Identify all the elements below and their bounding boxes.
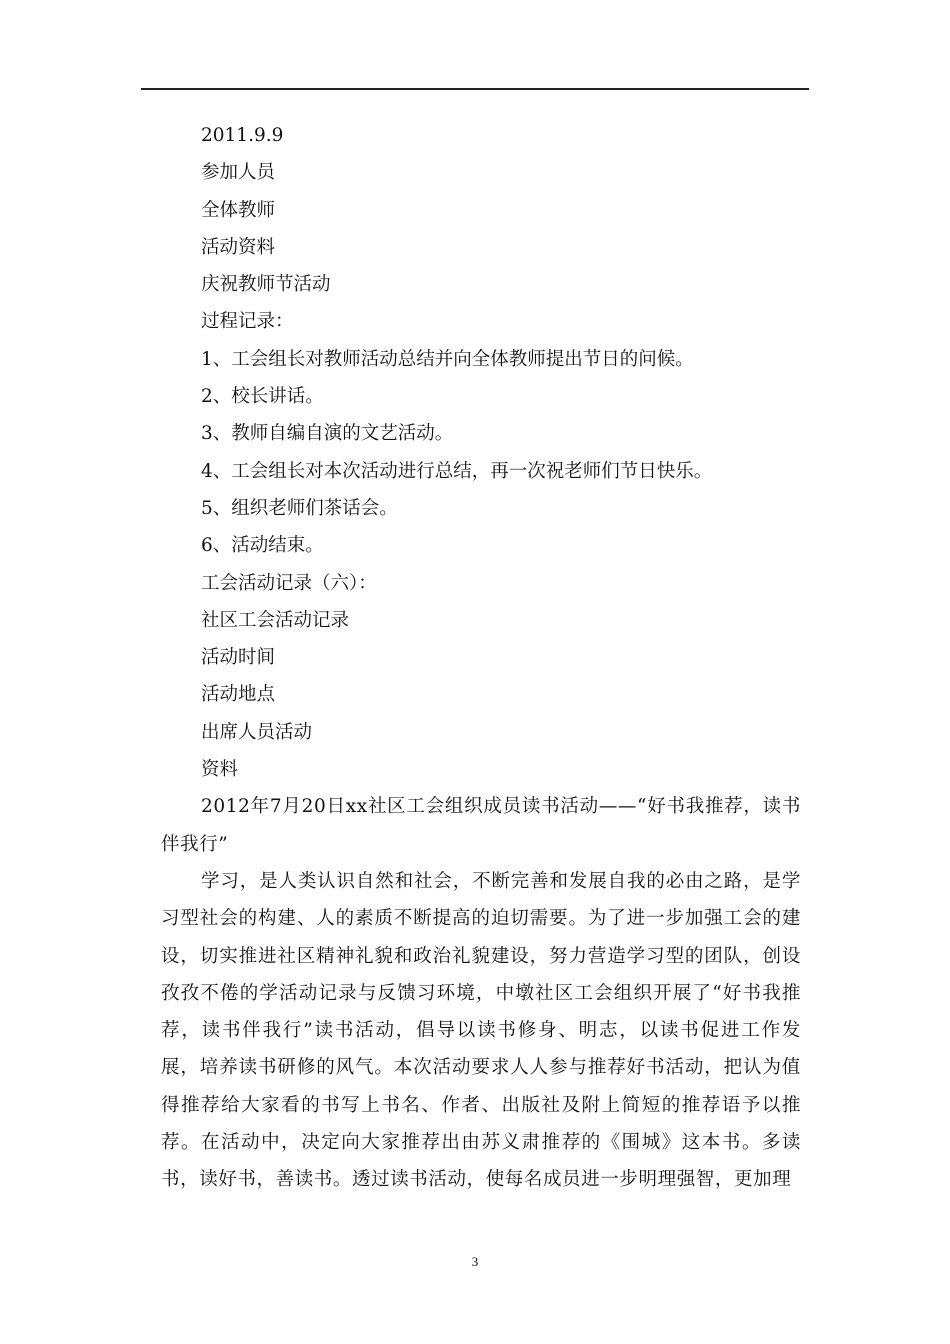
text-line: 5、组织老师们茶话会。 bbox=[201, 497, 398, 519]
page-body bbox=[161, 117, 801, 1199]
text-line: 庆祝教师节活动 bbox=[201, 274, 331, 296]
section-heading: 工会活动记录（六）： bbox=[201, 572, 377, 594]
text-line: 参加人员 bbox=[201, 162, 276, 184]
text-line: 1、工会组长对教师活动总结并向全体教师提出节日的问候。 bbox=[201, 348, 694, 370]
text-line: 活动地点 bbox=[201, 684, 276, 706]
text-line: 出席人员活动 bbox=[201, 721, 313, 743]
header-rule bbox=[141, 88, 809, 90]
text-line: 2、校长讲话。 bbox=[201, 386, 324, 408]
text-line: 资料 bbox=[201, 759, 239, 781]
paragraph-body: 学习，是人类认识自然和社会，不断完善和发展自我的必由之路，是学习型社会的构建、人的素质不断提高的迫切需要。为了进一步加强工会的建设，切实推进社区精神礼貌和政治礼貌建设，努力营造学习型的团队，创设孜孜不倦的学活动记录与反馈习环境，中墩社区工会组织开展了“好书我推荐，读书伴我行”读书活动，倡导以读书修身、明志，以读书促进工作发展，培养读书研修的风气。本次活动要求人人参与推荐好书活动，把认为值得推荐给大家看的书写上书名、作者、出版社及附上简短的推荐语予以推荐。在活动中，决定向大家推荐出由苏义肃推荐的《围城》这本书。多读书，读好书，善读书。透过读书活动，使每名成员进一步明理强智，更加理 bbox=[161, 870, 801, 1191]
text-line: 2011.9.9 bbox=[201, 125, 284, 146]
text-line: 3、教师自编自演的文艺活动。 bbox=[201, 423, 454, 445]
page-number: 3 bbox=[471, 1254, 479, 1269]
paragraph-activity-title: 2012年7月20日xx社区工会组织成员读书活动——“好书我推荐，读书伴我行” bbox=[161, 796, 801, 855]
text-line: 活动时间 bbox=[201, 647, 276, 669]
text-line: 全体教师 bbox=[201, 199, 276, 221]
text-line: 过程记录： bbox=[201, 311, 294, 333]
text-line: 社区工会活动记录 bbox=[201, 609, 350, 631]
text-line: 活动资料 bbox=[201, 236, 276, 258]
text-line: 4、工会组长对本次活动进行总结，再一次祝老师们节日快乐。 bbox=[201, 460, 713, 482]
text-line: 6、活动结束。 bbox=[201, 535, 324, 557]
